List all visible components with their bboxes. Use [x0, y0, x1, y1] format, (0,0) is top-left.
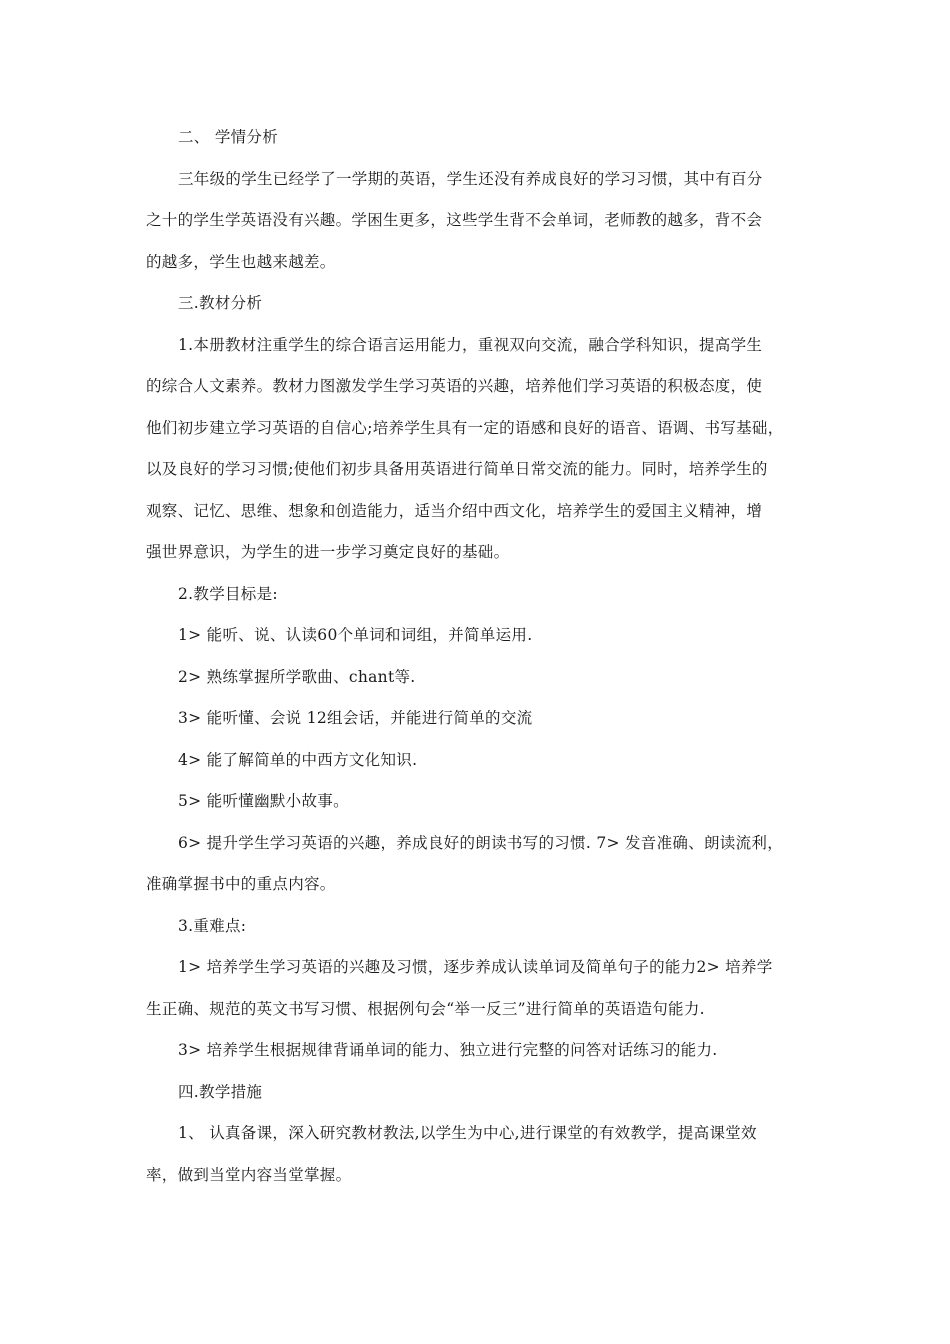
list-item: 5> 能听懂幽默小故事。	[178, 792, 349, 810]
paragraph-line: 的越多，学生也越来越差。	[146, 253, 336, 271]
paragraph-line: 以及良好的学习习惯;使他们初步具备用英语进行简单日常交流的能力。同时，培养学生的	[146, 460, 768, 478]
paragraph-line: 观察、记忆、思维、想象和创造能力，适当介绍中西文化，培养学生的爱国主义精神，增	[146, 502, 763, 520]
section-heading-student-analysis: 二、 学情分析	[178, 128, 279, 146]
paragraph-line: 三年级的学生已经学了一学期的英语，学生还没有养成良好的学习习惯，其中有百分	[178, 170, 763, 188]
list-item-continuation: 率，做到当堂内容当堂掌握。	[146, 1166, 352, 1184]
list-item: 4> 能了解简单的中西方文化知识.	[178, 751, 418, 769]
list-item-continuation: 生正确、规范的英文书写习惯、根据例句会“举一反三”进行简单的英语造句能力.	[146, 1000, 705, 1018]
list-item: 3> 能听懂、会说 12组会话，并能进行简单的交流	[178, 709, 533, 727]
paragraph-line: 1.本册教材注重学生的综合语言运用能力，重视双向交流，融合学科知识，提高学生	[178, 336, 763, 354]
paragraph-line: 之十的学生学英语没有兴趣。学困生更多，这些学生背不会单词，老师教的越多，背不会	[146, 211, 763, 229]
subheading-teaching-goals: 2.教学目标是:	[178, 585, 278, 603]
list-item: 1> 培养学生学习英语的兴趣及习惯，逐步养成认读单词及简单句子的能力2> 培养学	[178, 958, 773, 976]
list-item: 2> 熟练掌握所学歌曲、chant等.	[178, 668, 416, 686]
list-item-continuation: 准确掌握书中的重点内容。	[146, 875, 336, 893]
section-heading-textbook-analysis: 三.教材分析	[178, 294, 263, 312]
section-heading-teaching-measures: 四.教学措施	[178, 1083, 263, 1101]
list-item: 1、 认真备课，深入研究教材教法,以学生为中心,进行课堂的有效教学，提高课堂效	[178, 1124, 757, 1142]
subheading-key-points: 3.重难点:	[178, 917, 247, 935]
paragraph-line: 他们初步建立学习英语的自信心;培养学生具有一定的语感和良好的语音、语调、书写基础，	[146, 419, 784, 437]
list-item: 1> 能听、说、认读60个单词和词组，并简单运用.	[178, 626, 533, 644]
paragraph-line: 强世界意识，为学生的进一步学习奠定良好的基础。	[146, 543, 510, 561]
list-item: 6> 提升学生学习英语的兴趣，养成良好的朗读书写的习惯. 7> 发音准确、朗读流利，	[178, 834, 784, 852]
paragraph-line: 的综合人文素养。教材力图激发学生学习英语的兴趣，培养他们学习英语的积极态度，使	[146, 377, 763, 395]
list-item: 3> 培养学生根据规律背诵单词的能力、独立进行完整的问答对话练习的能力.	[178, 1041, 718, 1059]
